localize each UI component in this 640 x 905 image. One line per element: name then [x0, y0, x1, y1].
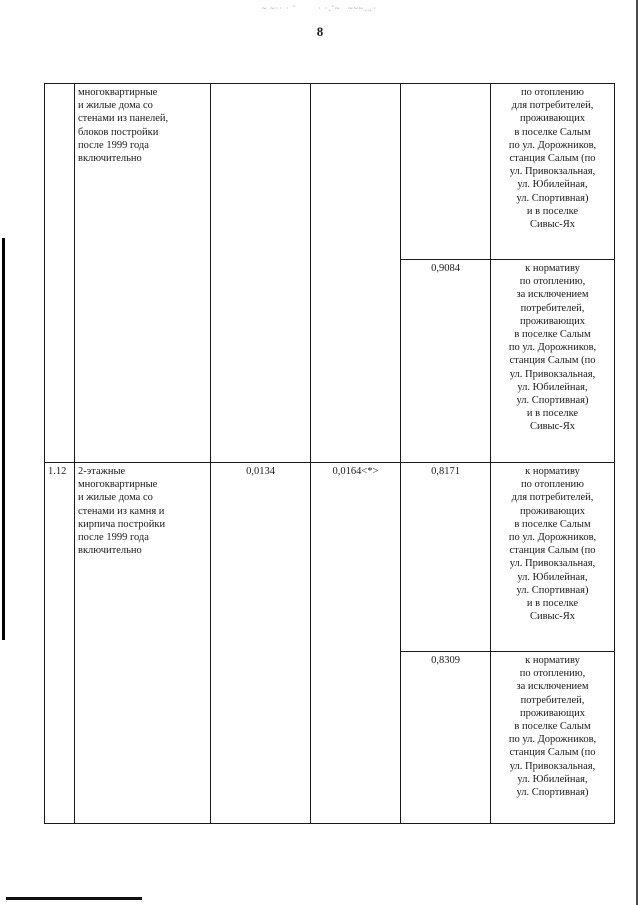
scan-artifact: · ·.˜~	[318, 4, 341, 13]
text-line: по отоплению	[521, 87, 584, 98]
table-row	[45, 84, 615, 260]
text-line: ул. Юбилейная,	[517, 773, 588, 785]
text-line: к нормативу	[525, 655, 580, 666]
text-line: по ул. Дорожников,	[508, 734, 597, 746]
note-cell	[491, 652, 615, 824]
text-line: многоквартирные	[78, 87, 158, 98]
text-line: в поселке Салым	[514, 721, 591, 733]
text-line: Сивыс-Ях	[529, 421, 576, 433]
text-line: ул. Привокзальная,	[509, 368, 596, 380]
text-line: ул. Привокзальная,	[509, 558, 596, 570]
text-line: включительно	[78, 545, 142, 557]
text-line: ул. Юбилейная,	[517, 179, 588, 191]
value-cell	[311, 84, 401, 463]
row-number-cell	[45, 84, 75, 463]
value-cell	[211, 84, 311, 463]
coefficient-cell	[401, 84, 491, 260]
note-cell	[491, 84, 615, 260]
text-line: Сивыс-Ях	[529, 611, 576, 623]
coefficient-cell: 0,8171	[401, 463, 491, 652]
text-line: к нормативу	[525, 263, 580, 274]
text-line: ул. Спортивная)	[516, 395, 589, 407]
text-line: к нормативу	[525, 466, 580, 477]
page-number: 8	[316, 24, 324, 39]
text-line: в поселке Салым	[514, 329, 591, 341]
text-line: за исключением	[516, 289, 589, 301]
coefficient-cell: 0,9084	[401, 260, 491, 463]
scan-edge-line	[636, 0, 638, 905]
text-line: проживающих	[519, 315, 585, 327]
row-number-cell: 1.12	[45, 463, 75, 824]
value-cell: 0,0164<*>	[311, 463, 401, 824]
scan-artifact: ~~~…·	[348, 4, 377, 13]
text-line: за исключением	[516, 681, 589, 693]
text-line: блоков постройки	[78, 126, 159, 138]
text-line: по ул. Дорожников,	[508, 532, 597, 544]
text-line: станция Салым (по	[509, 355, 596, 367]
text-line: по отоплению,	[519, 668, 586, 680]
coefficient-cell: 0,8309	[401, 652, 491, 824]
text-line: многоквартирные	[78, 479, 158, 491]
text-line: по отоплению	[521, 479, 584, 491]
text-line: ул. Спортивная)	[516, 787, 589, 799]
text-line: кирпича постройки	[78, 518, 166, 530]
text-line: станция Салым (по	[509, 545, 596, 557]
text-line: ул. Юбилейная,	[517, 571, 588, 583]
scan-edge-bar	[2, 238, 5, 640]
text-line: в поселке Салым	[514, 126, 591, 138]
text-line: проживающих	[519, 505, 585, 517]
value-cell: 0,0134	[211, 463, 311, 824]
text-line: и жилые дома со	[78, 100, 153, 112]
text-line: включительно	[78, 153, 142, 165]
text-line: проживающих	[519, 707, 585, 719]
text-line: в поселке Салым	[514, 518, 591, 530]
text-line: станция Салым (по	[509, 747, 596, 759]
note-cell	[491, 260, 615, 463]
text-line: и в поселке	[526, 205, 579, 217]
note-cell	[491, 463, 615, 652]
scan-artifact: ~ ~·· · ˜	[262, 4, 297, 13]
text-line: и жилые дома со	[78, 492, 153, 504]
tariff-table	[44, 83, 615, 824]
building-description-cell	[75, 84, 211, 463]
text-line: по ул. Дорожников,	[508, 342, 597, 354]
text-line: ул. Привокзальная,	[509, 166, 596, 178]
building-description-cell	[75, 463, 211, 824]
text-line: и в поселке	[526, 408, 579, 420]
text-line: ул. Спортивная)	[516, 192, 589, 204]
text-line: после 1999 года	[78, 139, 149, 151]
text-line: станция Салым (по	[509, 153, 596, 165]
scan-edge-bar	[6, 897, 142, 900]
text-line: стенами из панелей,	[78, 113, 169, 125]
text-line: потребителей,	[520, 694, 585, 706]
text-line: 2-этажные	[78, 466, 126, 477]
text-line: ул. Спортивная)	[516, 584, 589, 596]
text-line: по ул. Дорожников,	[508, 139, 597, 151]
text-line: после 1999 года	[78, 532, 149, 544]
text-line: Сивыс-Ях	[529, 219, 576, 231]
text-line: проживающих	[519, 113, 585, 125]
text-line: и в поселке	[526, 598, 579, 610]
text-line: стенами из камня и	[78, 505, 165, 517]
text-line: потребителей,	[520, 302, 585, 314]
text-line: для потребителей,	[511, 492, 594, 504]
text-line: ул. Привокзальная,	[509, 760, 596, 772]
text-line: для потребителей,	[511, 100, 594, 112]
text-line: ул. Юбилейная,	[517, 381, 588, 393]
text-line: по отоплению,	[519, 276, 586, 288]
table-row	[45, 463, 615, 652]
